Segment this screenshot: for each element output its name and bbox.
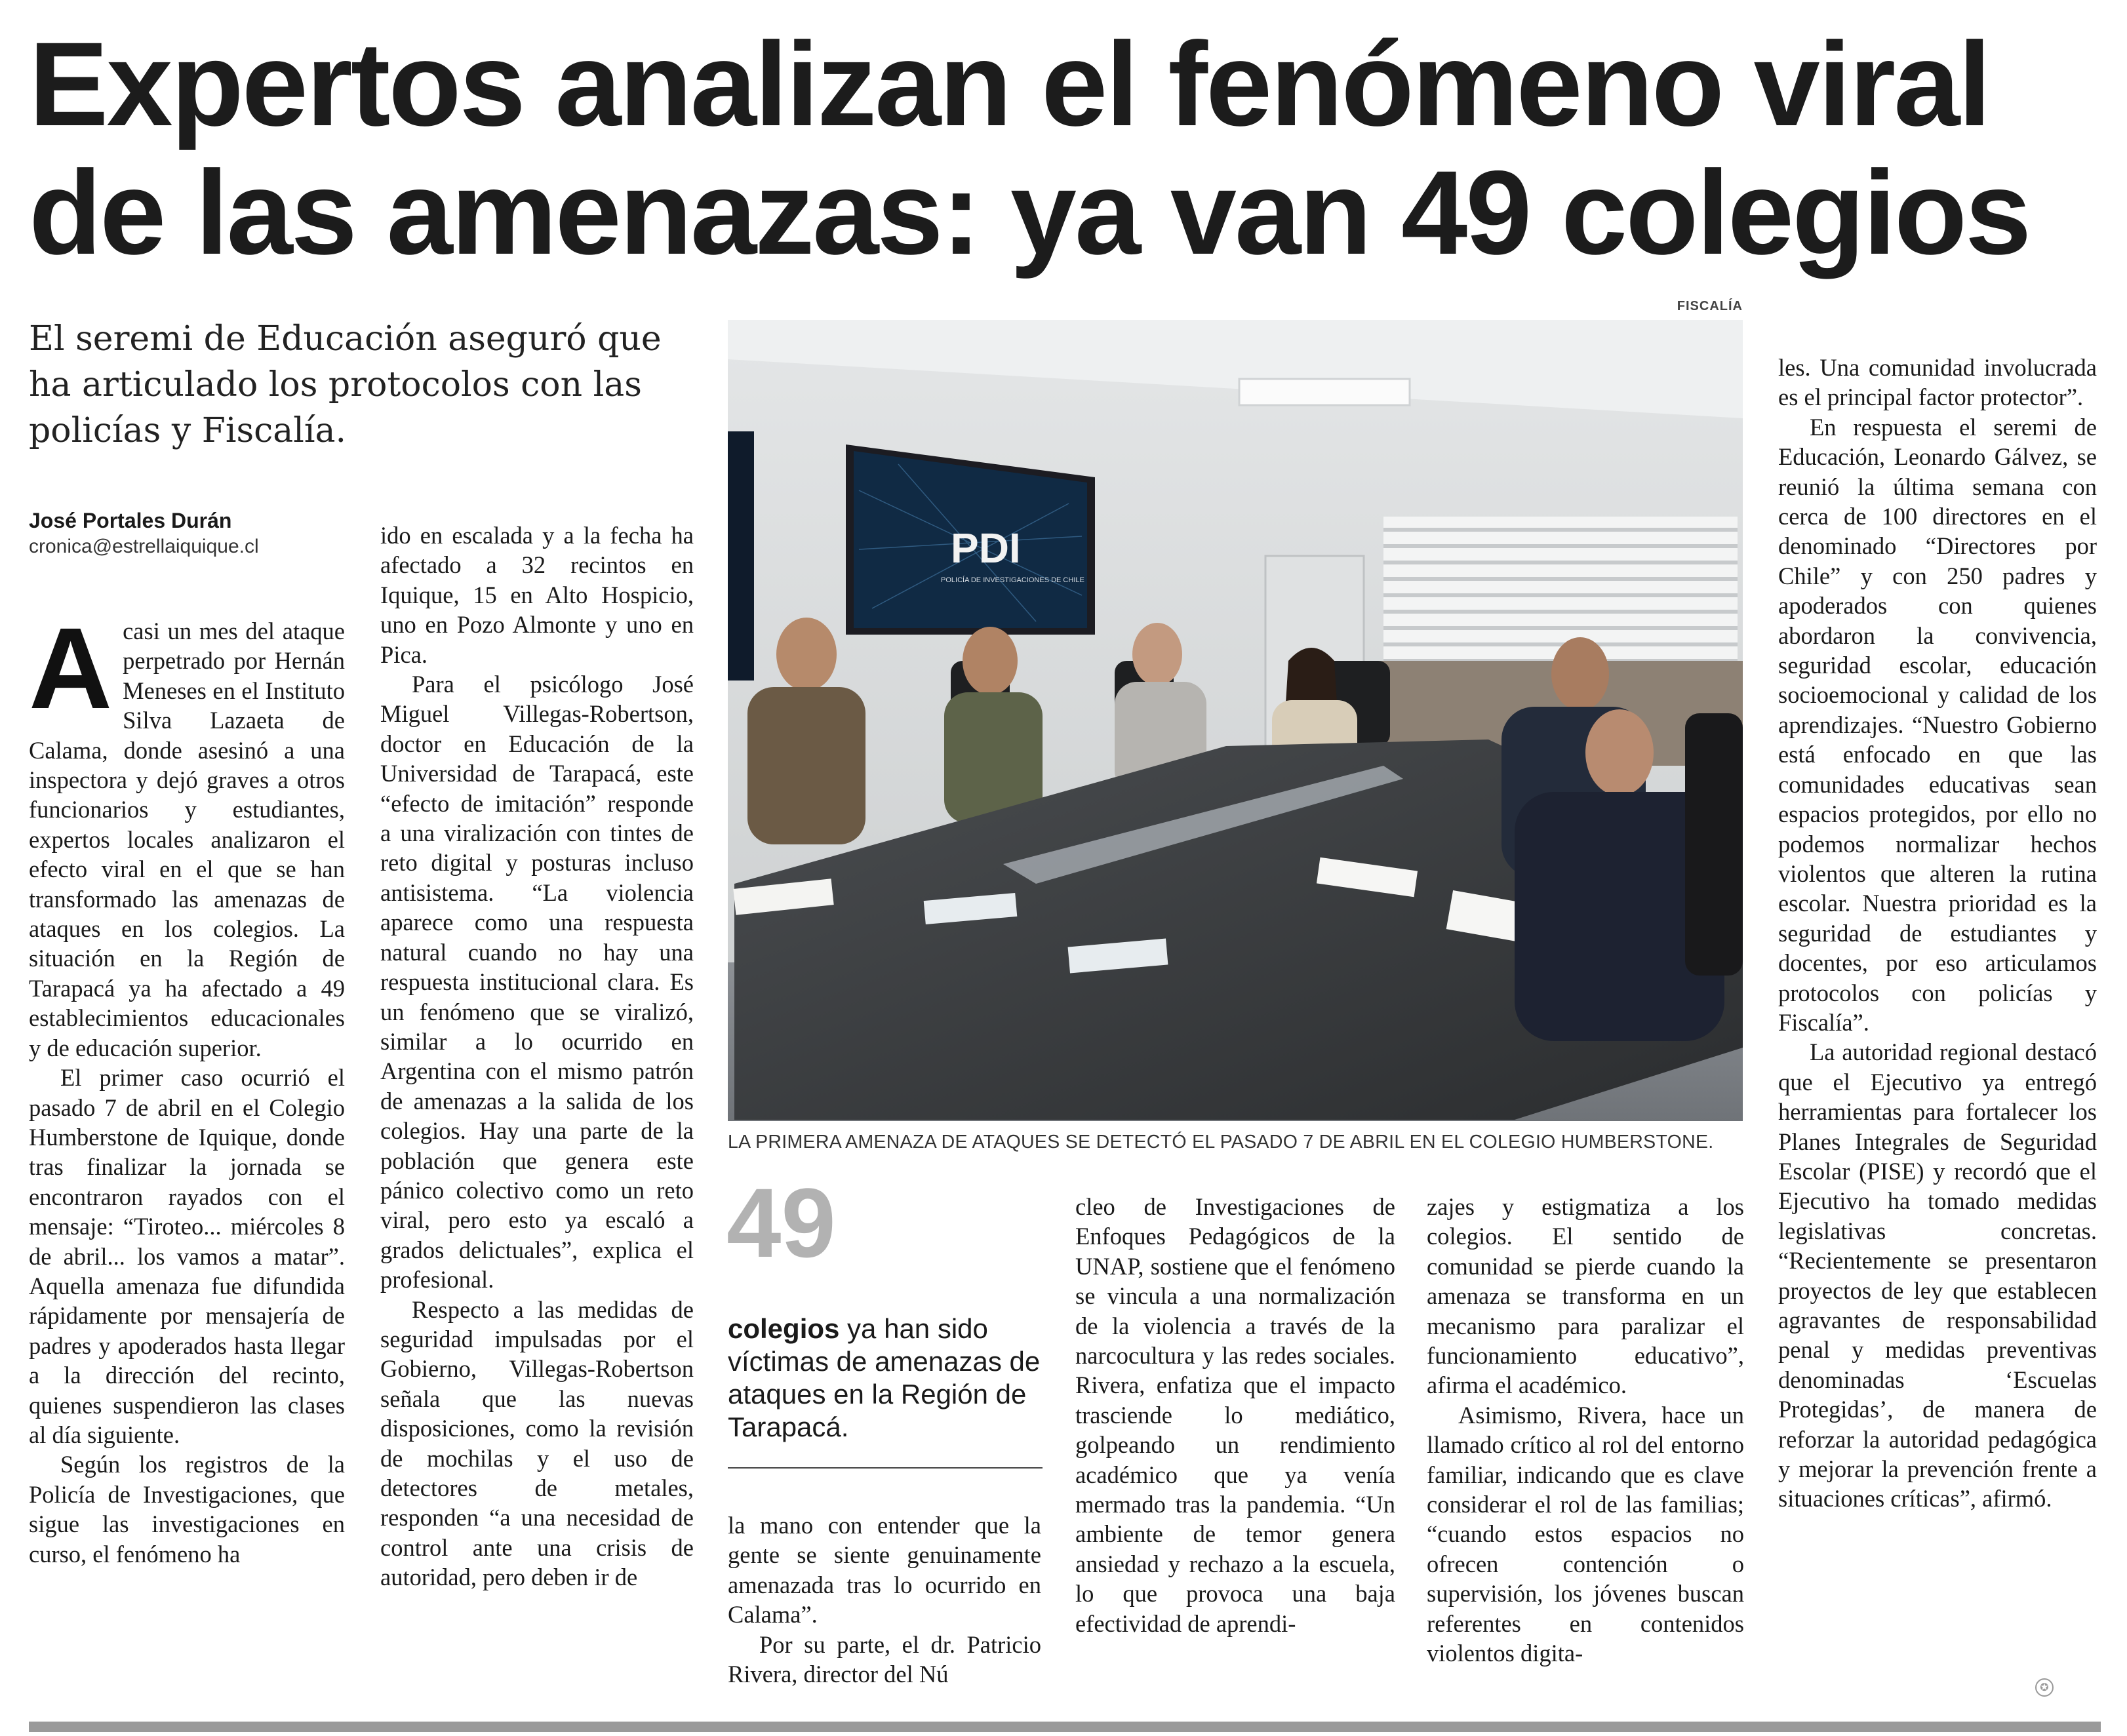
article-paragraph: Por su parte, el dr. Patricio Rivera, director del Nú xyxy=(728,1630,1041,1688)
article-column-6 xyxy=(1778,353,2097,1716)
screen-subtitle-text: POLICÍA DE INVESTIGACIONES DE CHILE xyxy=(941,576,1084,584)
headline xyxy=(29,17,2101,279)
page-bottom-rule xyxy=(29,1722,2101,1732)
article-column-1 xyxy=(29,616,345,1718)
highlight-number: 49 xyxy=(726,1168,836,1278)
article-column-2 xyxy=(380,521,694,1701)
headline-line-1: Expertos analizan el fenómeno viral xyxy=(29,17,1989,151)
photo-caption: LA PRIMERA AMENAZA DE ATAQUES SE DETECTÓ EL PASADO 7 DE ABRIL EN EL COLEGIO HUMBERSTONE. xyxy=(728,1132,1714,1153)
article-paragraph: Asimismo, Rivera, hace un llamado crítico al rol del entorno familiar, indicando que es clave considerar el rol de las familias; “cuando estos espacios no ofrecen contención o supervisión, los jóvenes buscan referentes en contenidos violentos digita- xyxy=(1427,1401,1744,1667)
article-paragraph: zajes y estigmatiza a los colegios. El sentido de comunidad se pierde cuando la amenaza se transforma en un mecanismo para paralizar el funcionamiento educativo”, afirma el académico. xyxy=(1427,1193,1744,1399)
subhead: El seremi de Educación aseguró que ha articulado los protocolos con las policías y Fiscalía. xyxy=(29,319,662,450)
drop-cap: A xyxy=(29,616,113,733)
article-paragraph: les. Una comunidad involucrada es el principal factor protector”. xyxy=(1778,354,2097,411)
byline-author: José Portales Durán xyxy=(29,509,232,532)
article-paragraph: Según los registros de la Policía de Investigaciones, que sigue las investigaciones en curso, el fenómeno ha xyxy=(29,1451,345,1568)
headline-line-2: de las amenazas: ya van 49 colegios xyxy=(29,146,2030,279)
article-column-3 xyxy=(728,1510,1041,1707)
byline xyxy=(29,507,370,560)
end-of-article-icon: ✪ xyxy=(2035,1678,2054,1697)
article-paragraph: La autoridad regional destacó que el Ejecutivo ya entregó herramientas para fortalecer los Planes Integrales de Seguridad Escolar (PISE) y recordó que el Ejecutivo ha tomado medidas legislativas concretas. “Recientemente se presentaron proyectos de ley que establecen agravantes de responsabilidad penal y medidas preventivas denominadas ‘Escuelas Protegidas’, de manera de reforzar la autoridad pedagógica y mejorar la prevención frente a situaciones críticas”, afirmó. xyxy=(1778,1038,2097,1512)
byline-email: cronica@estrellaiquique.cl xyxy=(29,536,259,557)
highlight-body: ya han sido víctimas de amenazas de ataques en la Región de Tarapacá. xyxy=(728,1313,1041,1442)
news-photo xyxy=(728,320,1743,1121)
article-paragraph: Respecto a las medidas de seguridad impulsadas por el Gobierno, Villegas-Robertson señala que las nuevas disposiciones, como la revisión de mochilas y el uso de detectores de metales, responden “a una necesidad de control ante una crisis de autoridad, pero deben ir de xyxy=(380,1295,694,1591)
article-paragraph: El primer caso ocurrió el pasado 7 de abril en el Colegio Humberstone de Iquique, donde tras finalizar la jornada se encontraron rayados con el mensaje: “Tiroteo... miércoles 8 de abril... los vamos a matar”. Aquella amenaza fue difundida rápidamente por mensajería de padres y apoderados hasta llegar a la dirección del recinto, quienes suspendieron las clases al día siguiente. xyxy=(29,1064,345,1448)
screen-logo-text: PDI xyxy=(951,524,1021,572)
highlight-text xyxy=(728,1312,1056,1444)
highlight-bold: colegios xyxy=(728,1313,840,1344)
article-paragraph: ido en escalada y a la fecha ha afectado a 32 recintos en Iquique, 15 en Alto Hospicio, uno en Pozo Almonte y uno en Pica. xyxy=(380,522,694,668)
article-paragraph: la mano con entender que la gente se siente genuinamente amenazada tras lo ocurrido en Calama”. xyxy=(728,1512,1041,1628)
article-column-4 xyxy=(1075,1192,1395,1716)
article-paragraph: cleo de Investigaciones de Enfoques Pedagógicos de la UNAP, sostiene que el fenómeno se vincula a una normalización de la violencia a través de la narcocultura y las redes sociales. Rivera, enfatiza que el impacto trasciende lo mediático, golpeando un rendimiento académico que ya venía mermado tras la pandemia. “Un ambiente de temor genera ansiedad y rechazo a la escuela, lo que provoca una baja efectividad de aprendi- xyxy=(1075,1193,1395,1637)
article-column-5 xyxy=(1427,1192,1744,1716)
photo-credit: FISCALÍA xyxy=(1677,299,1743,313)
highlight-divider xyxy=(728,1467,1043,1469)
meeting-room-illustration xyxy=(728,320,1743,1121)
article-paragraph xyxy=(29,616,345,1063)
article-paragraph: Para el psicólogo José Miguel Villegas-Robertson, doctor en Educación de la Universidad de Tarapacá, este “efecto de imitación” responde a una viralización con tintes de reto digital y posturas incluso antisistema. “La violencia aparece como una respuesta natural cuando no hay una respuesta institucional clara. Es un fenómeno que se viralizó, similar a lo ocurrido en Argentina con el mismo patrón de amenazas a la salida de los colegios. Hay una parte de la población que genera este pánico colectivo como un reto viral, pero esto ya escaló a grados delictuales”, explica el profesional. xyxy=(380,671,694,1293)
article-paragraph: En respuesta el seremi de Educación, Leonardo Gálvez, se reunió la última semana con cerca de 100 directores en el denominado “Directores por Chile” y con 250 padres y apoderados con quienes abordaron la convivencia, seguridad escolar, educación socioemocional y calidad de los aprendizajes. “Nuestro Gobierno está enfocado en que las comunidades educativas sean espacios protegidos, por ello no podemos normalizar hechos violentos que alteren la rutina escolar. Nuestra prioridad es la seguridad de estudiantes y docentes, por eso articulamos protocolos con policías y Fiscalía”. xyxy=(1778,413,2097,1036)
paragraph-text: casi un mes del ataque perpetrado por Hernán Meneses en el Instituto Silva Lazaeta de Calama, donde asesinó a una inspectora y dejó graves a otros funcionarios y estudiantes, expertos locales analizaron el efecto viral en el que se han transformado las amenazas de ataques en los colegios. La situación en la Región de Tarapacá ya ha afectado a 49 establecimientos educacionales y de educación superior. xyxy=(29,618,345,1061)
